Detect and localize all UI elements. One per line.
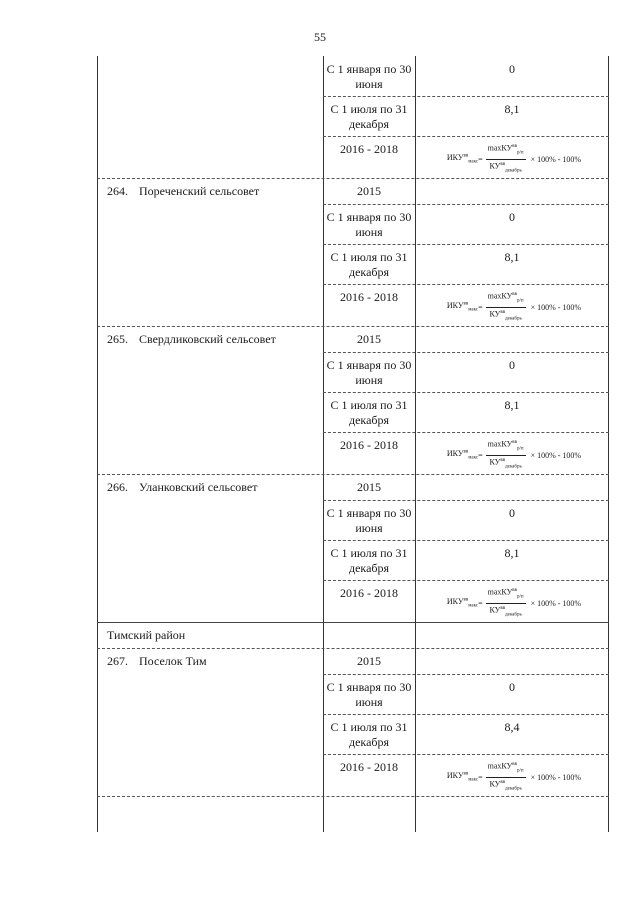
formula-equals: =	[478, 450, 483, 460]
formula-numerator: maxКУ$^{вв}_{р/п}$	[486, 142, 526, 159]
period-cell: 2016 - 2018	[340, 142, 398, 156]
formula-fraction	[486, 760, 526, 794]
municipality-number: 266.	[107, 480, 128, 494]
row-separator	[97, 648, 609, 649]
table-bottom-border	[97, 796, 609, 797]
formula-denominator: $КУ^{вв}_{декабрь}$	[489, 779, 522, 791]
formula-lhs: $ИКУ^{вв}_{макс}$	[446, 449, 479, 461]
row-separator	[323, 136, 609, 137]
row-separator	[97, 178, 609, 179]
formula-rhs: × 100% - 100%	[530, 598, 582, 608]
formula-equals: =	[478, 154, 483, 164]
period-cell: С 1 января по 30 июня	[326, 506, 412, 535]
row-separator	[323, 580, 609, 581]
municipality-name: Свердликовский сельсовет	[139, 332, 276, 346]
municipality-number: 265.	[107, 332, 128, 346]
row-separator	[323, 754, 609, 755]
formula-rhs: × 100% - 100%	[530, 302, 582, 312]
tariff-table	[97, 56, 609, 832]
value-cell: 8,1	[504, 398, 520, 412]
formula-lhs: $ИКУ^{вв}_{макс}$	[446, 153, 479, 165]
formula-denominator: $КУ^{вв}_{декабрь}$	[489, 161, 522, 173]
period-cell: С 1 января по 30 июня	[326, 210, 412, 239]
period-cell: С 1 января по 30 июня	[326, 358, 412, 387]
period-cell: С 1 января по 30 июня	[326, 62, 412, 91]
value-cell: 8,1	[504, 102, 520, 116]
period-cell: 2015	[357, 654, 381, 668]
row-separator	[97, 326, 609, 327]
formula-lhs: $ИКУ^{вв}_{макс}$	[446, 301, 479, 313]
period-cell: С 1 июля по 31 декабря	[330, 546, 408, 575]
row-separator	[323, 714, 609, 715]
municipality-name: Пореченский сельсовет	[139, 184, 260, 198]
value-cell: 8,1	[504, 546, 520, 560]
formula-fraction	[486, 586, 526, 620]
municipality-name: Уланковский сельсовет	[139, 480, 258, 494]
formula-denominator: $КУ^{вв}_{декабрь}$	[489, 605, 522, 617]
formula-rhs: × 100% - 100%	[530, 772, 582, 782]
period-cell: 2016 - 2018	[340, 760, 398, 774]
formula-numerator: maxКУ$^{вв}_{р/п}$	[486, 760, 526, 777]
row-separator	[323, 352, 609, 353]
row-separator	[323, 540, 609, 541]
municipality-number: 264.	[107, 184, 128, 198]
table-border-left	[97, 56, 98, 832]
period-cell: 2016 - 2018	[340, 438, 398, 452]
row-separator	[323, 244, 609, 245]
row-separator	[323, 674, 609, 675]
period-cell: 2015	[357, 184, 381, 198]
formula-denominator: $КУ^{вв}_{декабрь}$	[489, 457, 522, 469]
formula-lhs: $ИКУ^{вв}_{макс}$	[446, 771, 479, 783]
row-separator	[323, 96, 609, 97]
row-separator	[97, 622, 609, 623]
value-cell: 8,4	[504, 720, 520, 734]
formula-numerator: maxКУ$^{вв}_{р/п}$	[486, 290, 526, 307]
formula-fraction	[486, 438, 526, 472]
formula-cell	[419, 142, 609, 176]
formula-cell	[419, 290, 609, 324]
formula-numerator: maxКУ$^{вв}_{р/п}$	[486, 438, 526, 455]
formula-equals: =	[478, 772, 483, 782]
period-cell: 2016 - 2018	[340, 586, 398, 600]
region-name: Тимский район	[107, 628, 186, 642]
row-separator	[97, 474, 609, 475]
period-cell: С 1 июля по 31 декабря	[330, 720, 408, 749]
row-separator	[323, 432, 609, 433]
row-separator	[323, 500, 609, 501]
formula-cell	[419, 760, 609, 794]
row-separator	[323, 204, 609, 205]
value-cell: 0	[509, 506, 515, 520]
row-separator	[323, 392, 609, 393]
period-cell: С 1 июля по 31 декабря	[330, 398, 408, 427]
formula-fraction	[486, 290, 526, 324]
formula-cell	[419, 438, 609, 472]
formula-rhs: × 100% - 100%	[530, 154, 582, 164]
formula-fraction	[486, 142, 526, 176]
formula-equals: =	[478, 302, 483, 312]
value-cell: 0	[509, 210, 515, 224]
formula-rhs: × 100% - 100%	[530, 450, 582, 460]
row-separator	[323, 284, 609, 285]
period-cell: С 1 января по 30 июня	[326, 680, 412, 709]
value-cell: 0	[509, 680, 515, 694]
period-cell: 2015	[357, 480, 381, 494]
formula-lhs: $ИКУ^{вв}_{макс}$	[446, 597, 479, 609]
municipality-name: Поселок Тим	[139, 654, 207, 668]
formula-cell	[419, 586, 609, 620]
formula-numerator: maxКУ$^{вв}_{р/п}$	[486, 586, 526, 603]
page-number: 55	[314, 30, 326, 44]
municipality-number: 267.	[107, 654, 128, 668]
period-cell: С 1 июля по 31 декабря	[330, 250, 408, 279]
value-cell: 8,1	[504, 250, 520, 264]
period-cell: 2016 - 2018	[340, 290, 398, 304]
period-cell: 2015	[357, 332, 381, 346]
formula-equals: =	[478, 598, 483, 608]
value-cell: 0	[509, 358, 515, 372]
value-cell: 0	[509, 62, 515, 76]
period-cell: С 1 июля по 31 декабря	[330, 102, 408, 131]
column-divider-value	[415, 56, 416, 832]
formula-denominator: $КУ^{вв}_{декабрь}$	[489, 309, 522, 321]
